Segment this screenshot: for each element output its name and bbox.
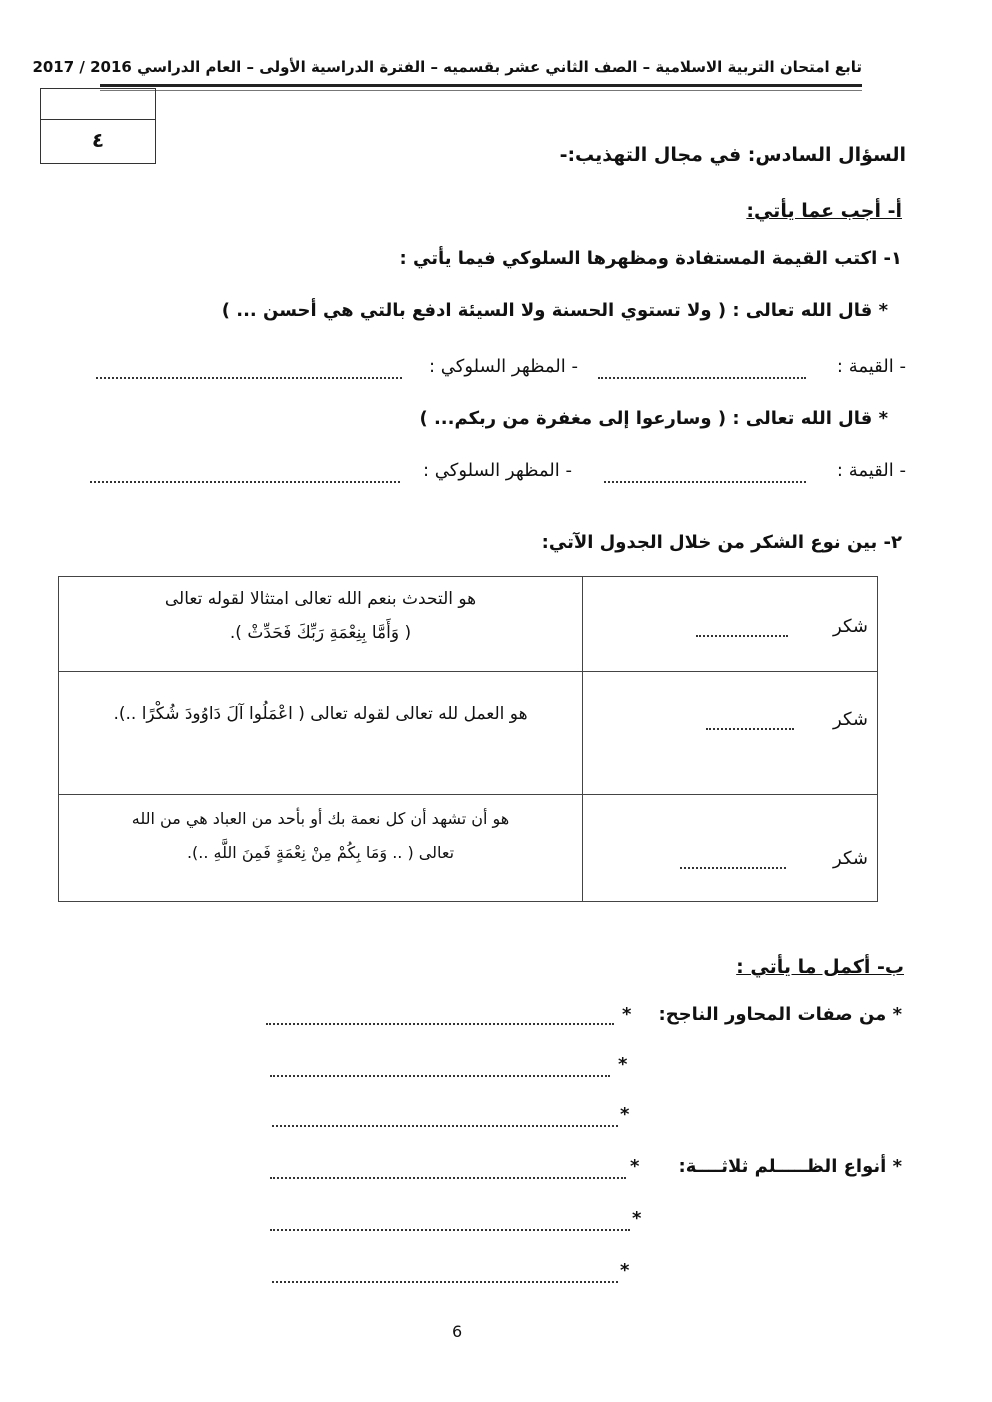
answer-line[interactable] — [272, 1280, 618, 1283]
bullet-star: * — [632, 1208, 642, 1229]
score-box-value: ٤ — [91, 128, 105, 152]
behavior-label-1: - المظهر السلوكي : — [429, 356, 578, 377]
score-box — [40, 88, 156, 164]
type-cell — [583, 795, 878, 902]
behavior-label-2: - المظهر السلوكي : — [423, 460, 572, 481]
item2-prompt: ٢- بين نوع الشكر من خلال الجدول الآتي: — [541, 532, 902, 553]
page-number: 6 — [452, 1322, 463, 1341]
type-label: شكر — [833, 709, 868, 730]
section-b-item2: * أنواع الظـــــلم ثلاثــــة: — [678, 1156, 902, 1177]
section-b-item1: * من صفات المحاور الناجح: — [658, 1004, 902, 1025]
value-label-1: - القيمة : — [836, 356, 906, 377]
item1-prompt: ١- اكتب القيمة المستفادة ومظهرها السلوكي فيما يأتي : — [399, 248, 902, 269]
answer-line[interactable] — [270, 1074, 610, 1077]
type-label: شكر — [833, 848, 868, 869]
verse-1: * قال الله تعالى : ( ولا تستوي الحسنة ولا السيئة ادفع بالتي هي أحسن ... ) — [221, 300, 888, 321]
score-box-empty-cell — [41, 89, 155, 120]
type-cell — [583, 672, 878, 795]
answer-line[interactable] — [270, 1176, 626, 1179]
bullet-star: * — [630, 1156, 640, 1177]
table-row — [59, 577, 878, 672]
answer-line[interactable] — [270, 1228, 630, 1231]
section-b-title: ب- أكمل ما يأتي : — [736, 956, 904, 978]
definition-line: تعالى ( .. وَمَا بِكُمْ مِنْ نِعْمَةٍ فَمِنَ اللَّهِ ..). — [186, 843, 455, 862]
definition-cell — [59, 795, 583, 902]
behavior-answer-line-2[interactable] — [90, 480, 400, 483]
verse-2: * قال الله تعالى : ( وسارعوا إلى مغفرة من ربكم... ) — [419, 408, 888, 429]
behavior-answer-line-1[interactable] — [96, 376, 402, 379]
type-label: شكر — [833, 616, 868, 637]
answer-line[interactable] — [266, 1022, 614, 1025]
definition-cell — [59, 672, 583, 795]
gratitude-table — [58, 576, 878, 902]
definition-line: هو أن تشهد أن كل نعمة بك أو بأحد من العباد هي من الله — [131, 809, 510, 828]
question-title: السؤال السادس: في مجال التهذيب:- — [559, 144, 906, 166]
value-label-2: - القيمة : — [836, 460, 906, 481]
section-a-title: أ- أجب عما يأتي: — [746, 200, 902, 222]
value-answer-line-1[interactable] — [598, 376, 806, 379]
exam-header: تابع امتحان التربية الاسلامية – الصف الثاني عشر بقسميه – الفترة الدراسية الأولى – العام الدراسي 2016 / 2017 — [100, 58, 862, 87]
table-row — [59, 672, 878, 795]
table-row — [59, 795, 878, 902]
definition-line: هو التحدث بنعم الله تعالى امتثالا لقوله تعالى — [164, 589, 477, 609]
header-divider — [100, 90, 862, 91]
definition-cell — [59, 577, 583, 672]
bullet-star: * — [618, 1054, 628, 1075]
type-cell — [583, 577, 878, 672]
definition-line: هو العمل لله تعالى لقوله تعالى ( اعْمَلُوا آلَ دَاوُودَ شُكْرًا ..). — [113, 704, 528, 724]
value-answer-line-2[interactable] — [604, 480, 806, 483]
bullet-star: * — [622, 1004, 632, 1025]
bullet-star: * — [620, 1104, 630, 1125]
bullet-star: * — [620, 1260, 630, 1281]
type-answer-line[interactable] — [706, 727, 794, 730]
type-answer-line[interactable] — [680, 866, 786, 869]
definition-line: ( وَأَمَّا بِنِعْمَةِ رَبِّكَ فَحَدِّثْ ). — [229, 623, 412, 643]
answer-line[interactable] — [272, 1124, 618, 1127]
type-answer-line[interactable] — [696, 634, 788, 637]
